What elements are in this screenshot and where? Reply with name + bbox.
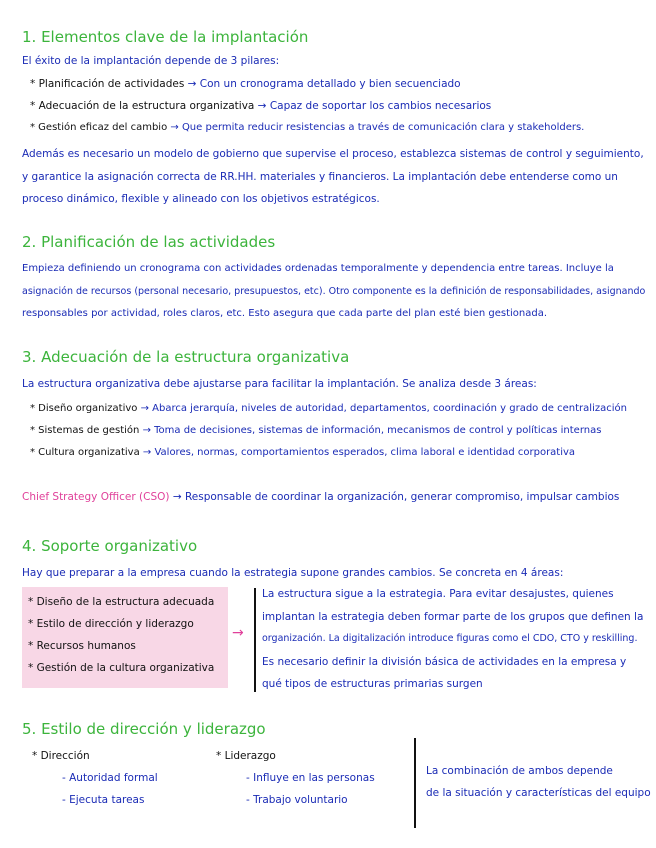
cso-label: Chief Strategy Officer (CSO) (22, 491, 170, 503)
section-4-paragraph: La estructura sigue a la estrategia. Para evitar desajustes, quienes implantan la estrategia deben formar parte de los grupos que definen la organización. La digitalización introduce figuras como el CDO, CTO y reskilling. Es necesario definir la división básica de actividades en la empresa y qué tipos de estructuras primarias surgen (262, 588, 644, 690)
section-4-title: 4. Soporte organizativo (22, 537, 198, 555)
cso-description: → Responsable de coordinar la organización, generar compromiso, impulsar cambios (169, 491, 620, 503)
list-item: * Gestión de la cultura organizativa (28, 662, 215, 674)
bullet-item: * Planificación de actividades → Con un cronograma detallado y bien secuenciado (30, 78, 461, 90)
list-item: - Ejecuta tareas (62, 794, 145, 806)
bullet-item: * Gestión eficaz del cambio → Que permita reducir resistencias a través de comunicación clara y stakeholders. (30, 122, 585, 133)
list-item: - Trabajo voluntario (246, 794, 348, 806)
section-2-title: 2. Planificación de las actividades (22, 233, 276, 251)
areas-box (22, 587, 228, 688)
section-1-bullets (30, 73, 584, 139)
arrow-right-icon: → (232, 625, 244, 641)
liderazgo-label: * Liderazgo (216, 750, 276, 762)
combination-note: La combinación de ambos depende de la situación y características del equipo (426, 765, 651, 799)
list-item: * Diseño de la estructura adecuada (28, 596, 215, 608)
bullet-item: * Adecuación de la estructura organizativa → Capaz de soportar los cambios necesarios (30, 100, 492, 112)
section-1-title: 1. Elementos clave de la implantación (22, 28, 309, 46)
cso-line (22, 491, 619, 503)
section-5-title: 5. Estilo de dirección y liderazgo (22, 720, 266, 738)
section-1-intro: El éxito de la implantación depende de 3 pilares: (22, 55, 280, 67)
section-2-paragraph: Empieza definiendo un cronograma con actividades ordenadas temporalmente y dependencia entre tareas. Incluye la asignación de recursos (personal necesario, presupuestos, etc). Otro componente es la definición de responsabilidades, asignando responsables por actividad, roles claros, etc. Esto asegura que cada parte del plan esté bien gestionada. (22, 263, 646, 319)
section-3-title: 3. Adecuación de la estructura organizativa (22, 348, 350, 366)
section-1-paragraph: Además es necesario un modelo de gobierno que supervise el proceso, establezca sistemas de control y seguimiento, y garantice la asignación correcta de RR.HH. materiales y financieros. La implantación debe entenderse como un proceso dinámico, flexible y alineado con los objetivos estratégicos. (22, 148, 644, 205)
list-item: - Influye en las personas (246, 772, 375, 784)
section-3-intro: La estructura organizativa debe ajustarse para facilitar la implantación. Se analiza desde 3 áreas: (22, 378, 537, 390)
divider (414, 738, 416, 828)
bullet-item: * Sistemas de gestión → Toma de decisiones, sistemas de información, mecanismos de control y políticas internas (30, 425, 602, 436)
section-4-intro: Hay que preparar a la empresa cuando la estrategia supone grandes cambios. Se concreta en 4 áreas: (22, 567, 564, 579)
list-item: - Autoridad formal (62, 772, 158, 784)
direccion-column (32, 745, 158, 811)
direccion-label: * Dirección (32, 750, 90, 762)
bullet-item: * Cultura organizativa → Valores, normas, comportamientos esperados, clima laboral e identidad corporativa (30, 447, 576, 458)
list-item: * Estilo de dirección y liderazgo (28, 618, 194, 630)
divider (254, 588, 256, 692)
liderazgo-column (216, 745, 375, 811)
list-item: * Recursos humanos (28, 640, 136, 652)
bullet-item: * Diseño organizativo → Abarca jerarquía, niveles de autoridad, departamentos, coordinación y grado de centralización (30, 403, 627, 414)
section-3-bullets (30, 398, 627, 464)
